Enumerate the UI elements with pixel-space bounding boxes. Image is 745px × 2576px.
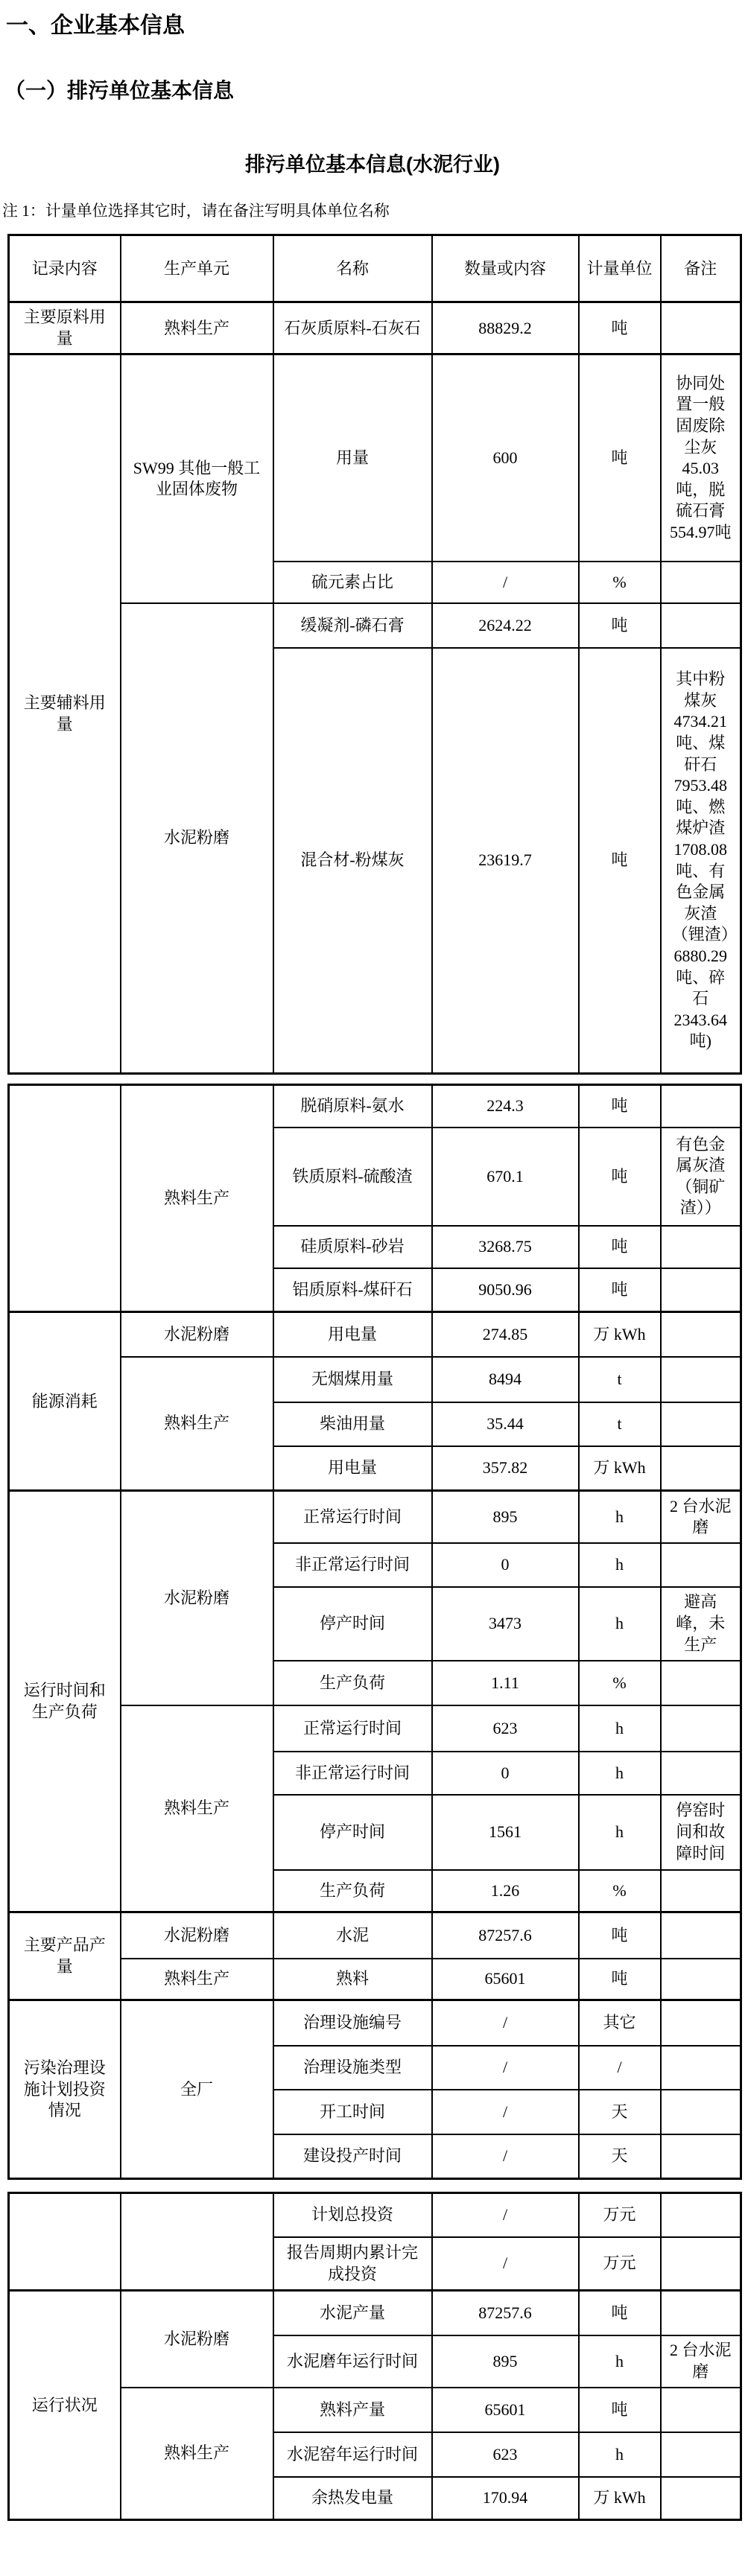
cell-record-content: 能源消耗	[9, 1312, 121, 1491]
cell-item-name: 熟料产量	[273, 2388, 432, 2432]
cell-item-name: 正常运行时间	[273, 1705, 432, 1752]
document-page	[0, 10, 745, 2521]
column-header-measure-unit: 计量单位	[579, 235, 661, 302]
table-title: 排污单位基本信息(水泥行业)	[245, 153, 500, 176]
cell-measure-unit: 吨	[579, 1226, 661, 1268]
cell-record-content: 主要原料用量	[9, 302, 121, 354]
cell-remark: 停窑时间和故障时间	[661, 1795, 741, 1870]
cell-remark	[661, 1959, 741, 2000]
info-table-3	[7, 2192, 742, 2521]
cell-remark	[661, 1661, 741, 1705]
cell-item-name: 无烟煤用量	[273, 1357, 432, 1402]
cell-quantity: /	[432, 2237, 579, 2291]
cell-measure-unit: t	[579, 1402, 661, 1446]
cell-quantity: 670.1	[432, 1128, 579, 1226]
cell-item-name: 治理设施编号	[273, 2000, 432, 2046]
cell-quantity: 623	[432, 1705, 579, 1752]
cell-remark	[661, 1705, 741, 1752]
cell-quantity: 895	[432, 1491, 579, 1543]
cell-measure-unit: 天	[579, 2134, 661, 2179]
cell-record-content	[9, 1085, 121, 1312]
cell-measure-unit: 吨	[579, 1085, 661, 1128]
cell-remark: 2 台水泥磨	[661, 1491, 741, 1543]
cell-quantity: 3268.75	[432, 1226, 579, 1268]
cell-quantity: 1561	[432, 1795, 579, 1870]
cell-remark	[661, 1357, 741, 1402]
cell-remark	[661, 1543, 741, 1587]
cell-measure-unit: 吨	[579, 354, 661, 562]
cell-quantity: 87257.6	[432, 1912, 579, 1959]
cell-item-name: 铁质原料-硫酸渣	[273, 1128, 432, 1226]
cell-quantity: 623	[432, 2432, 579, 2477]
cell-production-unit: SW99 其他一般工业固体废物	[121, 354, 273, 603]
cell-production-unit	[121, 2193, 273, 2291]
cell-quantity: 1.11	[432, 1661, 579, 1705]
cell-quantity: 23619.7	[432, 648, 579, 1074]
cell-remark	[661, 1870, 741, 1912]
cell-measure-unit: t	[579, 1357, 661, 1402]
cell-remark	[661, 2046, 741, 2090]
cell-remark	[661, 2388, 741, 2432]
cell-remark	[661, 2134, 741, 2179]
cell-remark	[661, 302, 741, 354]
cell-quantity: /	[432, 562, 579, 603]
cell-remark	[661, 1446, 741, 1491]
table-row	[9, 2000, 741, 2046]
cell-item-name: 用电量	[273, 1312, 432, 1357]
column-header-quantity: 数量或内容	[432, 235, 579, 302]
cell-measure-unit: 万 kWh	[579, 1446, 661, 1491]
cell-measure-unit: h	[579, 2335, 661, 2388]
cell-item-name: 石灰质原料-石灰石	[273, 302, 432, 354]
cell-measure-unit: h	[579, 1491, 661, 1543]
cell-measure-unit: %	[579, 562, 661, 603]
cell-production-unit: 全厂	[121, 2000, 273, 2179]
column-header-production-unit: 生产单元	[121, 235, 273, 302]
cell-remark	[661, 1402, 741, 1446]
cell-record-content: 主要辅料用量	[9, 354, 121, 1074]
cell-quantity: /	[432, 2046, 579, 2090]
cell-measure-unit: 吨	[579, 648, 661, 1074]
table-row	[9, 1312, 741, 1357]
cell-measure-unit: %	[579, 1661, 661, 1705]
cell-item-name: 正常运行时间	[273, 1491, 432, 1543]
cell-measure-unit: 其它	[579, 2000, 661, 2046]
cell-item-name: 水泥磨年运行时间	[273, 2335, 432, 2388]
cell-record-content: 运行时间和生产负荷	[9, 1491, 121, 1912]
cell-remark	[661, 603, 741, 648]
cell-remark	[661, 1226, 741, 1268]
cell-item-name: 混合材-粉煤灰	[273, 648, 432, 1074]
cell-measure-unit: 万 kWh	[579, 1312, 661, 1357]
cell-measure-unit: 吨	[579, 1912, 661, 1959]
cell-item-name: 铝质原料-煤矸石	[273, 1268, 432, 1312]
column-header-remark: 备注	[661, 235, 741, 302]
cell-record-content: 运行状况	[9, 2291, 121, 2520]
cell-item-name: 余热发电量	[273, 2477, 432, 2520]
table-row	[9, 1912, 741, 1959]
cell-quantity: 88829.2	[432, 302, 579, 354]
cell-measure-unit: /	[579, 2046, 661, 2090]
cell-item-name: 水泥产量	[273, 2291, 432, 2335]
cell-measure-unit: h	[579, 1587, 661, 1661]
cell-quantity: 87257.6	[432, 2291, 579, 2335]
table-row	[9, 2193, 741, 2237]
cell-measure-unit: 吨	[579, 2291, 661, 2335]
cell-quantity: 895	[432, 2335, 579, 2388]
table-row	[9, 1491, 741, 1543]
table-row	[9, 302, 741, 354]
cell-quantity: 2624.22	[432, 603, 579, 648]
cell-remark: 避高峰，未生产	[661, 1587, 741, 1661]
cell-quantity: 9050.96	[432, 1268, 579, 1312]
table-row	[9, 354, 741, 562]
cell-item-name: 计划总投资	[273, 2193, 432, 2237]
cell-item-name: 生产负荷	[273, 1870, 432, 1912]
cell-remark	[661, 2477, 741, 2520]
cell-record-content: 主要产品产量	[9, 1912, 121, 2000]
cell-measure-unit: %	[579, 1870, 661, 1912]
info-table-1	[7, 234, 742, 1075]
cell-production-unit: 水泥粉磨	[121, 1491, 273, 1705]
cell-remark	[661, 2000, 741, 2046]
cell-remark	[661, 2090, 741, 2134]
cell-quantity: 224.3	[432, 1085, 579, 1128]
cell-record-content	[9, 2193, 121, 2291]
cell-item-name: 停产时间	[273, 1795, 432, 1870]
cell-remark	[661, 1268, 741, 1312]
cell-item-name: 非正常运行时间	[273, 1543, 432, 1587]
cell-production-unit: 熟料生产	[121, 1705, 273, 1912]
cell-item-name: 熟料	[273, 1959, 432, 2000]
cell-item-name: 缓凝剂-磷石膏	[273, 603, 432, 648]
cell-remark: 协同处置一般固废除尘灰45.03吨，脱硫石膏554.97吨	[661, 354, 741, 562]
cell-quantity: 35.44	[432, 1402, 579, 1446]
cell-quantity: /	[432, 2193, 579, 2237]
cell-quantity: 274.85	[432, 1312, 579, 1357]
cell-production-unit: 熟料生产	[121, 2388, 273, 2520]
cell-measure-unit: 吨	[579, 302, 661, 354]
cell-measure-unit: 吨	[579, 1128, 661, 1226]
cell-measure-unit: h	[579, 2432, 661, 2477]
cell-remark	[661, 1085, 741, 1128]
table-row	[9, 1085, 741, 1128]
cell-measure-unit: 吨	[579, 603, 661, 648]
cell-item-name: 硅质原料-砂岩	[273, 1226, 432, 1268]
cell-remark: 其中粉煤灰4734.21吨、煤矸石7953.48吨、燃煤炉渣1708.08吨、有色金属灰渣（锂渣）6880.29吨、碎石2343.64吨)	[661, 648, 741, 1074]
cell-measure-unit: h	[579, 1705, 661, 1752]
cell-remark	[661, 2193, 741, 2237]
cell-item-name: 水泥窑年运行时间	[273, 2432, 432, 2477]
cell-item-name: 非正常运行时间	[273, 1752, 432, 1795]
cell-measure-unit: h	[579, 1795, 661, 1870]
cell-quantity: 600	[432, 354, 579, 562]
cell-production-unit: 熟料生产	[121, 1085, 273, 1312]
cell-production-unit: 水泥粉磨	[121, 1912, 273, 1959]
info-table-2	[7, 1084, 742, 2180]
cell-production-unit: 熟料生产	[121, 1959, 273, 2000]
cell-measure-unit: 万元	[579, 2237, 661, 2291]
cell-quantity: 0	[432, 1543, 579, 1587]
cell-quantity: /	[432, 2134, 579, 2179]
cell-item-name: 治理设施类型	[273, 2046, 432, 2090]
cell-item-name: 硫元素占比	[273, 562, 432, 603]
cell-quantity: 357.82	[432, 1446, 579, 1491]
cell-remark: 2 台水泥磨	[661, 2335, 741, 2388]
table-note: 注 1：计量单位选择其它时，请在备注写明具体单位名称	[2, 201, 390, 220]
cell-remark	[661, 2291, 741, 2335]
cell-production-unit: 水泥粉磨	[121, 2291, 273, 2388]
cell-measure-unit: 天	[579, 2090, 661, 2134]
cell-quantity: 65601	[432, 1959, 579, 2000]
cell-measure-unit: 吨	[579, 1959, 661, 2000]
cell-item-name: 开工时间	[273, 2090, 432, 2134]
cell-quantity: 170.94	[432, 2477, 579, 2520]
cell-remark	[661, 1912, 741, 1959]
cell-quantity: 8494	[432, 1357, 579, 1402]
cell-production-unit: 熟料生产	[121, 302, 273, 354]
cell-remark: 有色金属灰渣（铜矿渣））	[661, 1128, 741, 1226]
cell-measure-unit: h	[579, 1752, 661, 1795]
cell-item-name: 用量	[273, 354, 432, 562]
cell-remark	[661, 2237, 741, 2291]
cell-quantity: 1.26	[432, 1870, 579, 1912]
cell-production-unit: 水泥粉磨	[121, 603, 273, 1074]
cell-remark	[661, 562, 741, 603]
cell-item-name: 停产时间	[273, 1587, 432, 1661]
cell-item-name: 报告周期内累计完成投资	[273, 2237, 432, 2291]
cell-item-name: 建设投产时间	[273, 2134, 432, 2179]
cell-record-content: 污染治理设施计划投资情况	[9, 2000, 121, 2179]
cell-remark	[661, 2432, 741, 2477]
cell-quantity: 3473	[432, 1587, 579, 1661]
cell-quantity: 0	[432, 1752, 579, 1795]
column-header-item-name: 名称	[273, 235, 432, 302]
cell-measure-unit: 万 kWh	[579, 2477, 661, 2520]
cell-quantity: 65601	[432, 2388, 579, 2432]
cell-item-name: 脱硝原料-氨水	[273, 1085, 432, 1128]
cell-item-name: 水泥	[273, 1912, 432, 1959]
subsection-heading: （一）排污单位基本信息	[4, 79, 235, 102]
cell-measure-unit: h	[579, 1543, 661, 1587]
column-header-record-content: 记录内容	[9, 235, 121, 302]
cell-item-name: 用电量	[273, 1446, 432, 1491]
cell-measure-unit: 万元	[579, 2193, 661, 2237]
cell-measure-unit: 吨	[579, 2388, 661, 2432]
section-heading: 一、企业基本信息	[6, 13, 185, 38]
cell-production-unit: 水泥粉磨	[121, 1312, 273, 1357]
cell-remark	[661, 1752, 741, 1795]
cell-quantity: /	[432, 2090, 579, 2134]
cell-quantity: /	[432, 2000, 579, 2046]
cell-item-name: 生产负荷	[273, 1661, 432, 1705]
cell-production-unit: 熟料生产	[121, 1357, 273, 1491]
cell-remark	[661, 1312, 741, 1357]
cell-measure-unit: 吨	[579, 1268, 661, 1312]
table-row	[9, 2291, 741, 2335]
cell-item-name: 柴油用量	[273, 1402, 432, 1446]
